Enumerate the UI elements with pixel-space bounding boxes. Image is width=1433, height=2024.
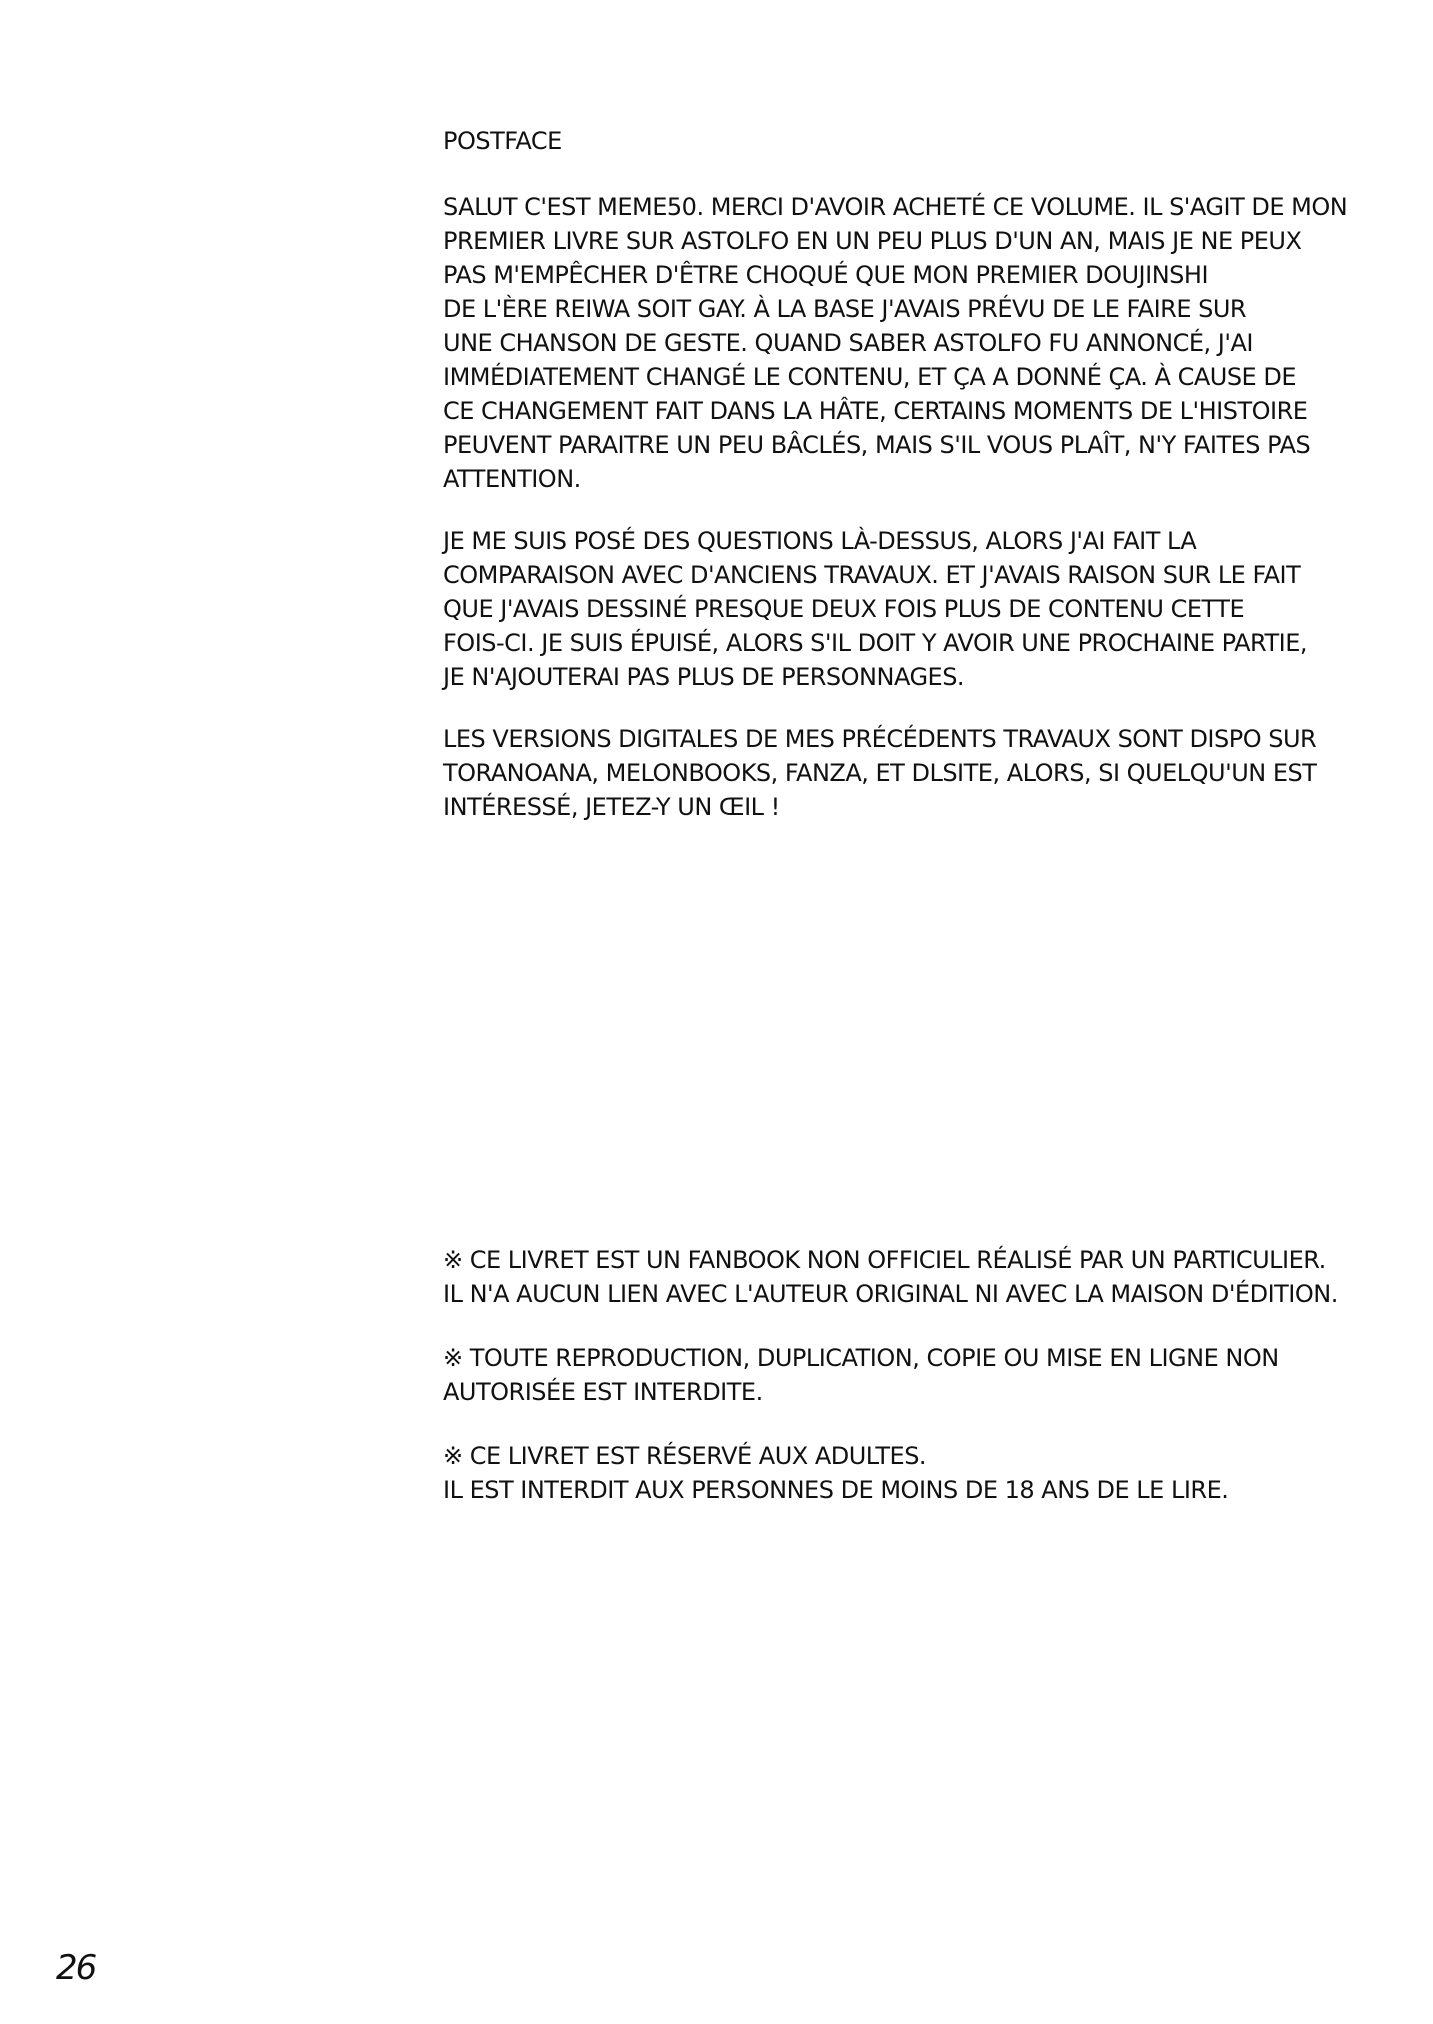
paragraph-line: PREMIER LIVRE SUR ASTOLFO EN UN PEU PLUS D'UN AN, MAIS JE NE PEUX [443, 227, 1302, 255]
notice-adults-only [443, 1439, 1323, 1507]
paragraph-line: FOIS-CI. JE SUIS ÉPUISÉ, ALORS S'IL DOIT Y AVOIR UNE PROCHAINE PARTIE, [443, 629, 1307, 657]
notice-line: ※ TOUTE REPRODUCTION, DUPLICATION, COPIE OU MISE EN LIGNE NON [443, 1344, 1279, 1372]
notice-reproduction-forbidden [443, 1341, 1323, 1409]
paragraph-line: CE CHANGEMENT FAIT DANS LA HÂTE, CERTAINS MOMENTS DE L'HISTOIRE [443, 397, 1308, 425]
postface-paragraph-1 [443, 190, 1348, 496]
notice-unofficial-fanbook [443, 1243, 1338, 1311]
paragraph-line: PAS M'EMPÊCHER D'ÊTRE CHOQUÉ QUE MON PREMIER DOUJINSHI [443, 261, 1209, 289]
page-number: 26 [56, 1948, 96, 1988]
paragraph-line: JE ME SUIS POSÉ DES QUESTIONS LÀ-DESSUS, ALORS J'AI FAIT LA [443, 527, 1197, 555]
paragraph-line: INTÉRESSÉ, JETEZ-Y UN ŒIL ! [443, 793, 780, 821]
paragraph-line: UNE CHANSON DE GESTE. QUAND SABER ASTOLFO FU ANNONCÉ, J'AI [443, 329, 1253, 357]
paragraph-line: COMPARAISON AVEC D'ANCIENS TRAVAUX. ET J'AVAIS RAISON SUR LE FAIT [443, 561, 1301, 589]
paragraph-line: SALUT C'EST MEME50. MERCI D'AVOIR ACHETÉ CE VOLUME. IL S'AGIT DE MON [443, 193, 1348, 221]
paragraph-line: QUE J'AVAIS DESSINÉ PRESQUE DEUX FOIS PLUS DE CONTENU CETTE [443, 595, 1245, 623]
notice-line: IL N'A AUCUN LIEN AVEC L'AUTEUR ORIGINAL NI AVEC LA MAISON D'ÉDITION. [443, 1280, 1338, 1308]
postface-paragraph-2 [443, 524, 1323, 694]
paragraph-line: JE N'AJOUTERAI PAS PLUS DE PERSONNAGES. [443, 663, 965, 691]
postface-paragraph-3 [443, 722, 1323, 824]
paragraph-line: LES VERSIONS DIGITALES DE MES PRÉCÉDENTS TRAVAUX SONT DISPO SUR [443, 725, 1317, 753]
paragraph-line: PEUVENT PARAITRE UN PEU BÂCLÉS, MAIS S'IL VOUS PLAÎT, N'Y FAITES PAS [443, 431, 1311, 459]
postface-title-text: POSTFACE [443, 127, 562, 155]
notice-line: ※ CE LIVRET EST RÉSERVÉ AUX ADULTES. [443, 1442, 927, 1470]
notice-line: ※ CE LIVRET EST UN FANBOOK NON OFFICIEL RÉALISÉ PAR UN PARTICULIER. [443, 1246, 1326, 1274]
paragraph-line: TORANOANA, MELONBOOKS, FANZA, ET DLSITE, ALORS, SI QUELQU'UN EST [443, 759, 1317, 787]
paragraph-line: ATTENTION. [443, 465, 581, 493]
notice-line: IL EST INTERDIT AUX PERSONNES DE MOINS DE 18 ANS DE LE LIRE. [443, 1476, 1229, 1504]
paragraph-line: IMMÉDIATEMENT CHANGÉ LE CONTENU, ET ÇA A DONNÉ ÇA. À CAUSE DE [443, 363, 1296, 391]
notice-line: AUTORISÉE EST INTERDITE. [443, 1378, 763, 1406]
postface-title [443, 124, 1323, 158]
paragraph-line: DE L'ÈRE REIWA SOIT GAY. À LA BASE J'AVAIS PRÉVU DE LE FAIRE SUR [443, 295, 1247, 323]
